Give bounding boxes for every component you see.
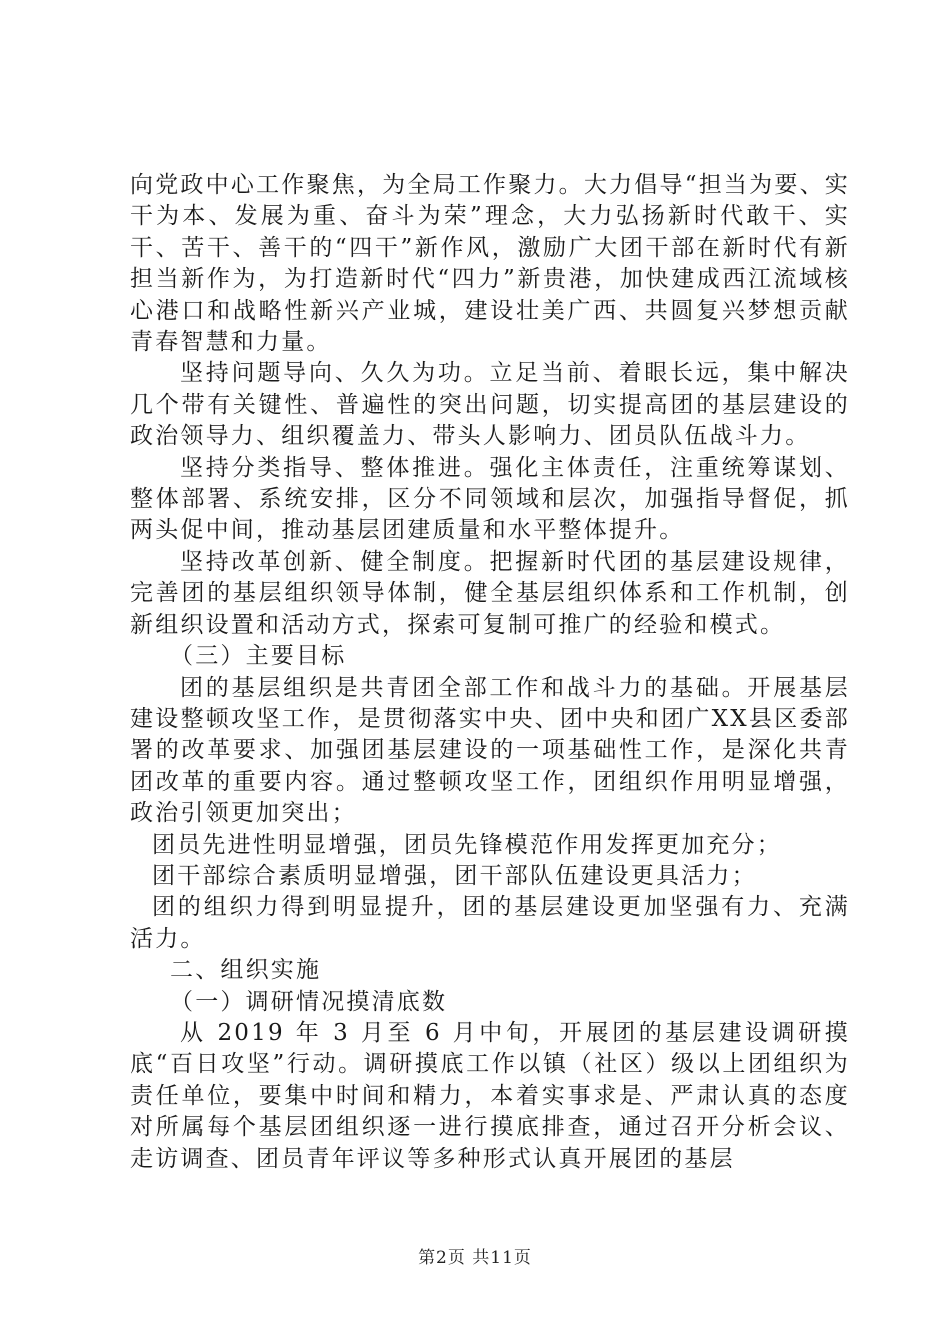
paragraph-classified-guidance: 坚持分类指导、整体推进。强化主体责任，注重统筹谋划、整体部署、系统安排，区分不同领域和层次，加强指导督促，抓两头促中间，推动基层团建质量和水平整体提升。 bbox=[130, 454, 850, 544]
paragraph-main-goals: 团的基层组织是共青团全部工作和战斗力的基础。开展基层建设整顿攻坚工作，是贯彻落实中央、团中央和团广XX县区委部署的改革要求、加强团基层建设的一项基础性工作，是深化共青团改革的重要内容。通过整顿攻坚工作，团组织作用明显增强，政治引领更加突出； bbox=[130, 674, 850, 827]
page-footer: 第2页 共11页 bbox=[418, 1248, 532, 1268]
paragraph-member-goal: 团员先进性明显增强，团员先锋模范作用发挥更加充分； bbox=[152, 831, 782, 858]
document-body bbox=[130, 170, 850, 1175]
paragraph-organization-goal: 团的组织力得到明显提升，团的基层建设更加坚强有力、充满活力。 bbox=[130, 894, 850, 952]
section-heading-investigation: （一）调研情况摸清底数 bbox=[170, 988, 448, 1015]
section-heading-implementation: 二、组织实施 bbox=[170, 957, 322, 984]
paragraph-reform-innovation: 坚持改革创新、健全制度。把握新时代团的基层建设规律，完善团的基层组织领导体制，健全基层组织体系和工作机制，创新组织设置和活动方式，探索可复制可推广的经验和模式。 bbox=[130, 548, 850, 638]
paragraph-continuation: 向党政中心工作聚焦，为全局工作聚力。大力倡导“担当为要、实干为本、发展为重、奋斗为荣”理念，大力弘扬新时代敢干、实干、苦干、善干的“四干”新作风，激励广大团干部在新时代有新担当新作为，为打造新时代“四力”新贵港，加快建成西江流域核心港口和战略性新兴产业城，建设壮美广西、共圆复兴梦想贡献青春智慧和力量。 bbox=[130, 172, 850, 356]
paragraph-problem-oriented: 坚持问题导向、久久为功。立足当前、着眼长远，集中解决几个带有关键性、普遍性的突出问题，切实提高团的基层建设的政治领导力、组织覆盖力、带头人影响力、团员队伍战斗力。 bbox=[130, 360, 850, 450]
paragraph-cadre-goal: 团干部综合素质明显增强，团干部队伍建设更具活力； bbox=[152, 862, 757, 889]
section-heading-main-goals: （三）主要目标 bbox=[170, 643, 347, 670]
paragraph-investigation: 从 2019 年 3 月至 6 月中旬，开展团的基层建设调研摸底“百日攻坚”行动。调研摸底工作以镇（社区）级以上团组织为责任单位，要集中时间和精力，本着实事求是、严肃认真的态度对所属每个基层团组织逐一进行摸底排查，通过召开分析会议、走访调查、团员青年评议等多种形式认真开展团的基层 bbox=[130, 1019, 850, 1172]
